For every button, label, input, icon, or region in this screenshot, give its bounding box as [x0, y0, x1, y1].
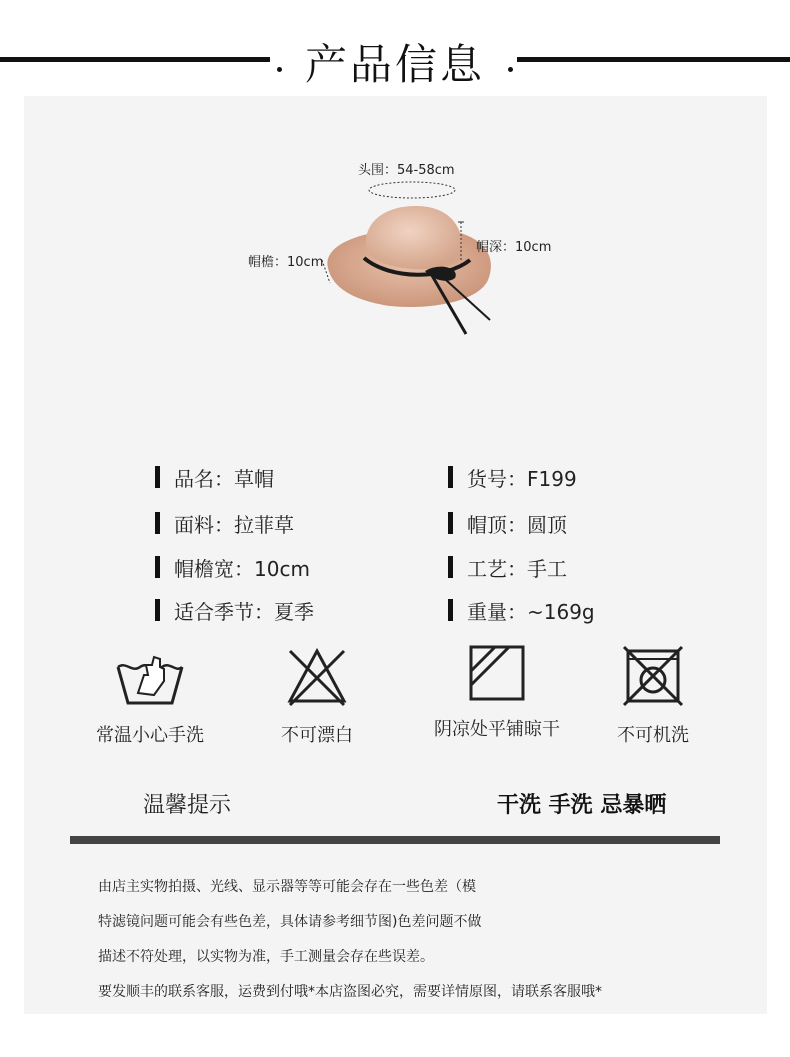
brim-label: 帽檐：10cm	[248, 255, 324, 270]
page-title: 产品信息	[304, 40, 485, 89]
title-bar	[0, 30, 790, 90]
title-rule-right	[517, 57, 790, 62]
care-dry-flat-shade	[422, 645, 572, 741]
spec-item: 面料：拉菲草	[155, 510, 294, 536]
spec-item: 帽顶：圆顶	[448, 510, 567, 536]
care-no-bleach	[242, 645, 392, 747]
spec-item: 品名：草帽	[155, 464, 274, 490]
care-label: 常温小心手洗	[96, 725, 204, 746]
tips-divider	[70, 836, 720, 844]
care-no-machine-wash	[578, 645, 728, 747]
spec-item: 工艺：手工	[448, 554, 567, 580]
title-rule-left	[0, 57, 270, 62]
title-dot-left	[277, 67, 282, 72]
care-label: 阴凉处平铺晾干	[434, 719, 560, 740]
title-dot-right	[508, 67, 513, 72]
hand-wash-icon	[114, 645, 186, 707]
note-line: 特滤镜问题可能会有些色差，具体请参考细节图)色差问题不做	[98, 914, 482, 930]
spec-item: 货号：F199	[448, 464, 577, 490]
note-line: 要发顺丰的联系客服，运费到付哦*本店盗图必究，需要详情原图，请联系客服哦*	[98, 984, 602, 1000]
care-hand-wash	[75, 645, 225, 747]
spec-item: 重量：~169g	[448, 597, 595, 623]
spec-item: 帽檐宽：10cm	[155, 554, 310, 580]
no-machine-wash-icon	[622, 645, 684, 707]
hat-diagram	[230, 150, 570, 350]
depth-label: 帽深：10cm	[476, 240, 552, 255]
dry-flat-shade-icon	[469, 645, 525, 701]
note-line: 描述不符处理，以实物为准，手工测量会存在些误差。	[98, 949, 434, 965]
head-circumference-label: 头围：54-58cm	[358, 163, 455, 178]
tips-title: 温馨提示	[143, 793, 232, 818]
care-label: 不可漂白	[281, 725, 353, 746]
no-bleach-icon	[286, 645, 348, 707]
tips-emphasis: 干洗 手洗 忌暴晒	[497, 793, 667, 818]
spec-item: 适合季节：夏季	[155, 597, 314, 623]
care-label: 不可机洗	[617, 725, 689, 746]
note-line: 由店主实物拍摄、光线、显示器等等可能会存在一些色差（模	[98, 879, 476, 895]
